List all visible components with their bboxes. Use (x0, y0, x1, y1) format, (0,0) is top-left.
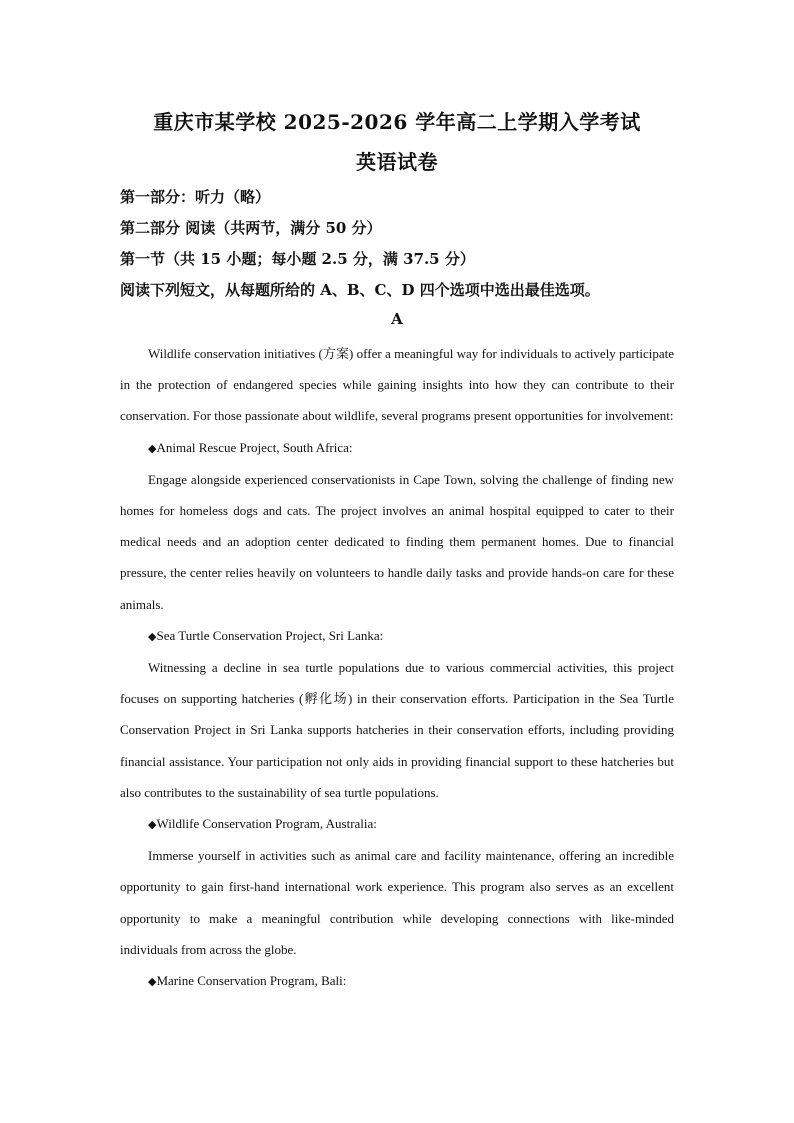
section1-heading: 第一节（共 15 小题；每小题 2.5 分，满 37.5 分） (120, 250, 475, 268)
part1-heading: 第一部分：听力（略） (120, 188, 271, 206)
exam-subtitle: 英语试卷 (356, 150, 438, 174)
program-heading-text: Wildlife Conservation Program, Australia: (156, 816, 377, 832)
program-heading (120, 808, 674, 840)
program-description: Engage alongside experienced conservationists in Cape Town, solving the challenge of finding new homes for homeless dogs and cats. The project involves an animal hospital equipped to cater to their medical needs and an adoption center dedicated to finding them permanent homes. Due to financial pressure, the center relies heavily on volunteers to handle daily tasks and provide hands-on care for these animals. (120, 471, 674, 612)
program-heading (120, 432, 674, 464)
passage-label: A (391, 310, 403, 328)
program-heading-text: Marine Conservation Program, Bali: (156, 973, 347, 989)
reading-instruction: 阅读下列短文，从每题所给的 A、B、C、D 四个选项中选出最佳选项。 (120, 281, 600, 299)
passage-body (120, 338, 674, 997)
program-description: Witnessing a decline in sea turtle populations due to various commercial activities, this project focuses on supporting hatcheries (孵化场) in their conservation efforts. Participation in the Sea Turtle Conservation Project in Sri Lanka supports hatcheries in their conservation efforts, including providing financial assistance. Your participation not only aids in providing financial support to these hatcheries but also contributes to the sustainability of sea turtle populations. (120, 660, 674, 800)
passage-intro: Wildlife conservation initiatives (方案) offer a meaningful way for individuals to actively participate in the protection of endangered species while gaining insights into how they can contribute to their conservation. For those passionate about wildlife, several programs present opportunities for involvement: (120, 346, 674, 424)
program-heading (120, 620, 674, 652)
program-heading (120, 965, 674, 997)
program-heading-text: Sea Turtle Conservation Project, Sri Lanka: (156, 627, 384, 643)
diamond-bullet-icon: ◆ (148, 441, 157, 455)
diamond-bullet-icon: ◆ (148, 629, 157, 643)
exam-title: 重庆市某学校 2025-2026 学年高二上学期入学考试 (153, 110, 641, 134)
diamond-bullet-icon: ◆ (148, 818, 157, 832)
diamond-bullet-icon: ◆ (148, 975, 157, 989)
program-description: Immerse yourself in activities such as animal care and facility maintenance, offering an incredible opportunity to gain first-hand international work experience. This program also serves as an excellent opportunity to make a meaningful contribution while developing connections with like-minded individuals from across the globe. (120, 848, 674, 957)
program-heading-text: Animal Rescue Project, South Africa: (156, 439, 353, 455)
part2-heading: 第二部分 阅读（共两节，满分 50 分） (120, 219, 382, 237)
